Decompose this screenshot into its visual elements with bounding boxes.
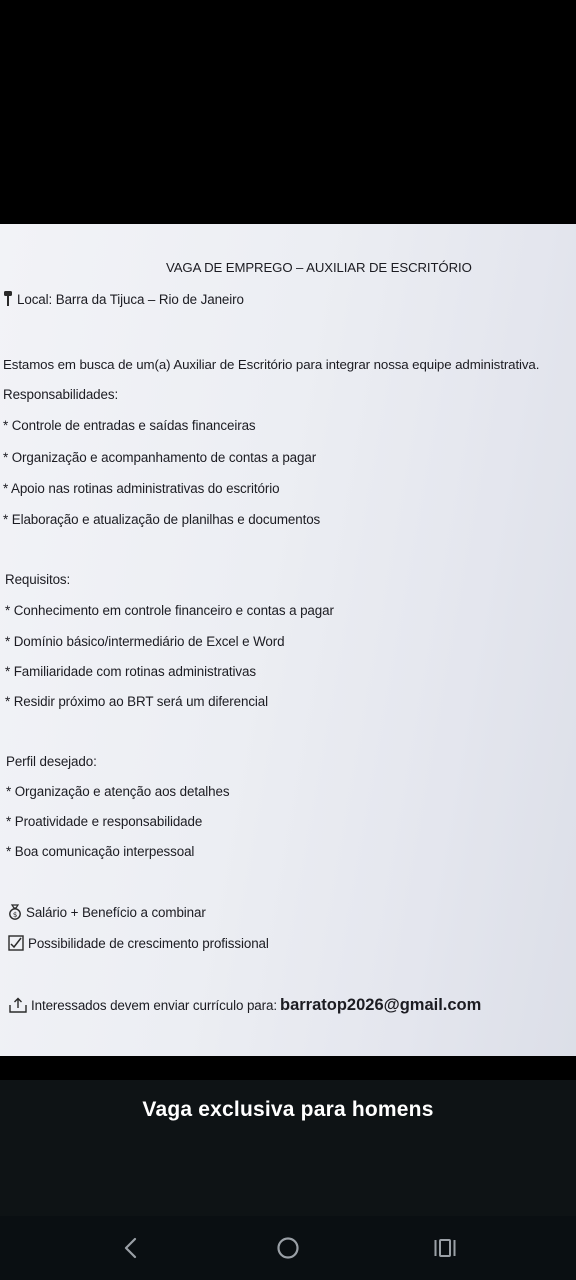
home-icon — [276, 1236, 300, 1260]
svg-text:$: $ — [12, 911, 18, 919]
money-bag-icon — [8, 904, 22, 923]
contact-line — [9, 996, 481, 1016]
growth-text: Possibilidade de crescimento profissional — [28, 936, 269, 951]
separator-band — [0, 1056, 576, 1080]
list-item: * Residir próximo ao BRT será um diferencial — [5, 694, 269, 709]
list-item: * Organização e acompanhamento de contas a pagar — [3, 450, 317, 465]
top-black-area — [0, 0, 576, 224]
contact-email: barratop2026@gmail.com — [279, 996, 482, 1014]
location-text: Local: Barra da Tijuca – Rio de Janeiro — [17, 292, 244, 307]
list-item: * Elaboração e atualização de planilhas e documentos — [3, 512, 321, 527]
pin-icon — [3, 291, 13, 310]
growth-line — [8, 935, 269, 954]
list-item: * Organização e atenção aos detalhes — [6, 784, 230, 799]
list-item: * Apoio nas rotinas administrativas do escritório — [3, 481, 280, 496]
caption-text: Vaga exclusiva para homens — [142, 1098, 434, 1121]
location-line — [3, 291, 244, 310]
intro-text: Estamos em busca de um(a) Auxiliar de Escritório para integrar nossa equipe administrativa. — [3, 357, 540, 372]
check-box-icon — [8, 935, 24, 954]
job-posting-photo — [0, 224, 576, 1056]
list-item: * Conhecimento em controle financeiro e contas a pagar — [5, 603, 334, 618]
list-item: * Proatividade e responsabilidade — [6, 814, 203, 829]
responsibilities-heading: Responsabilidades: — [3, 387, 119, 402]
back-button[interactable] — [111, 1230, 151, 1266]
system-navigation-bar — [0, 1216, 576, 1280]
salary-line — [8, 904, 206, 923]
list-item: * Controle de entradas e saídas financeiras — [3, 418, 256, 433]
list-item: * Familiaridade com rotinas administrativas — [5, 664, 256, 679]
posting-title: VAGA DE EMPREGO – AUXILIAR DE ESCRITÓRIO — [166, 260, 472, 275]
salary-text: Salário + Benefício a combinar — [26, 905, 206, 920]
recents-button[interactable] — [425, 1230, 465, 1266]
outbox-icon — [9, 997, 27, 1016]
list-item: * Boa comunicação interpessoal — [6, 844, 195, 859]
caption-area — [0, 1080, 576, 1216]
home-button[interactable] — [268, 1230, 308, 1266]
recents-icon — [433, 1237, 457, 1259]
list-item: * Domínio básico/intermediário de Excel e Word — [5, 634, 285, 649]
requirements-heading: Requisitos: — [5, 572, 71, 587]
profile-heading: Perfil desejado: — [6, 754, 97, 769]
back-icon — [123, 1237, 139, 1259]
contact-text: Interessados devem enviar currículo para: — [31, 998, 277, 1013]
